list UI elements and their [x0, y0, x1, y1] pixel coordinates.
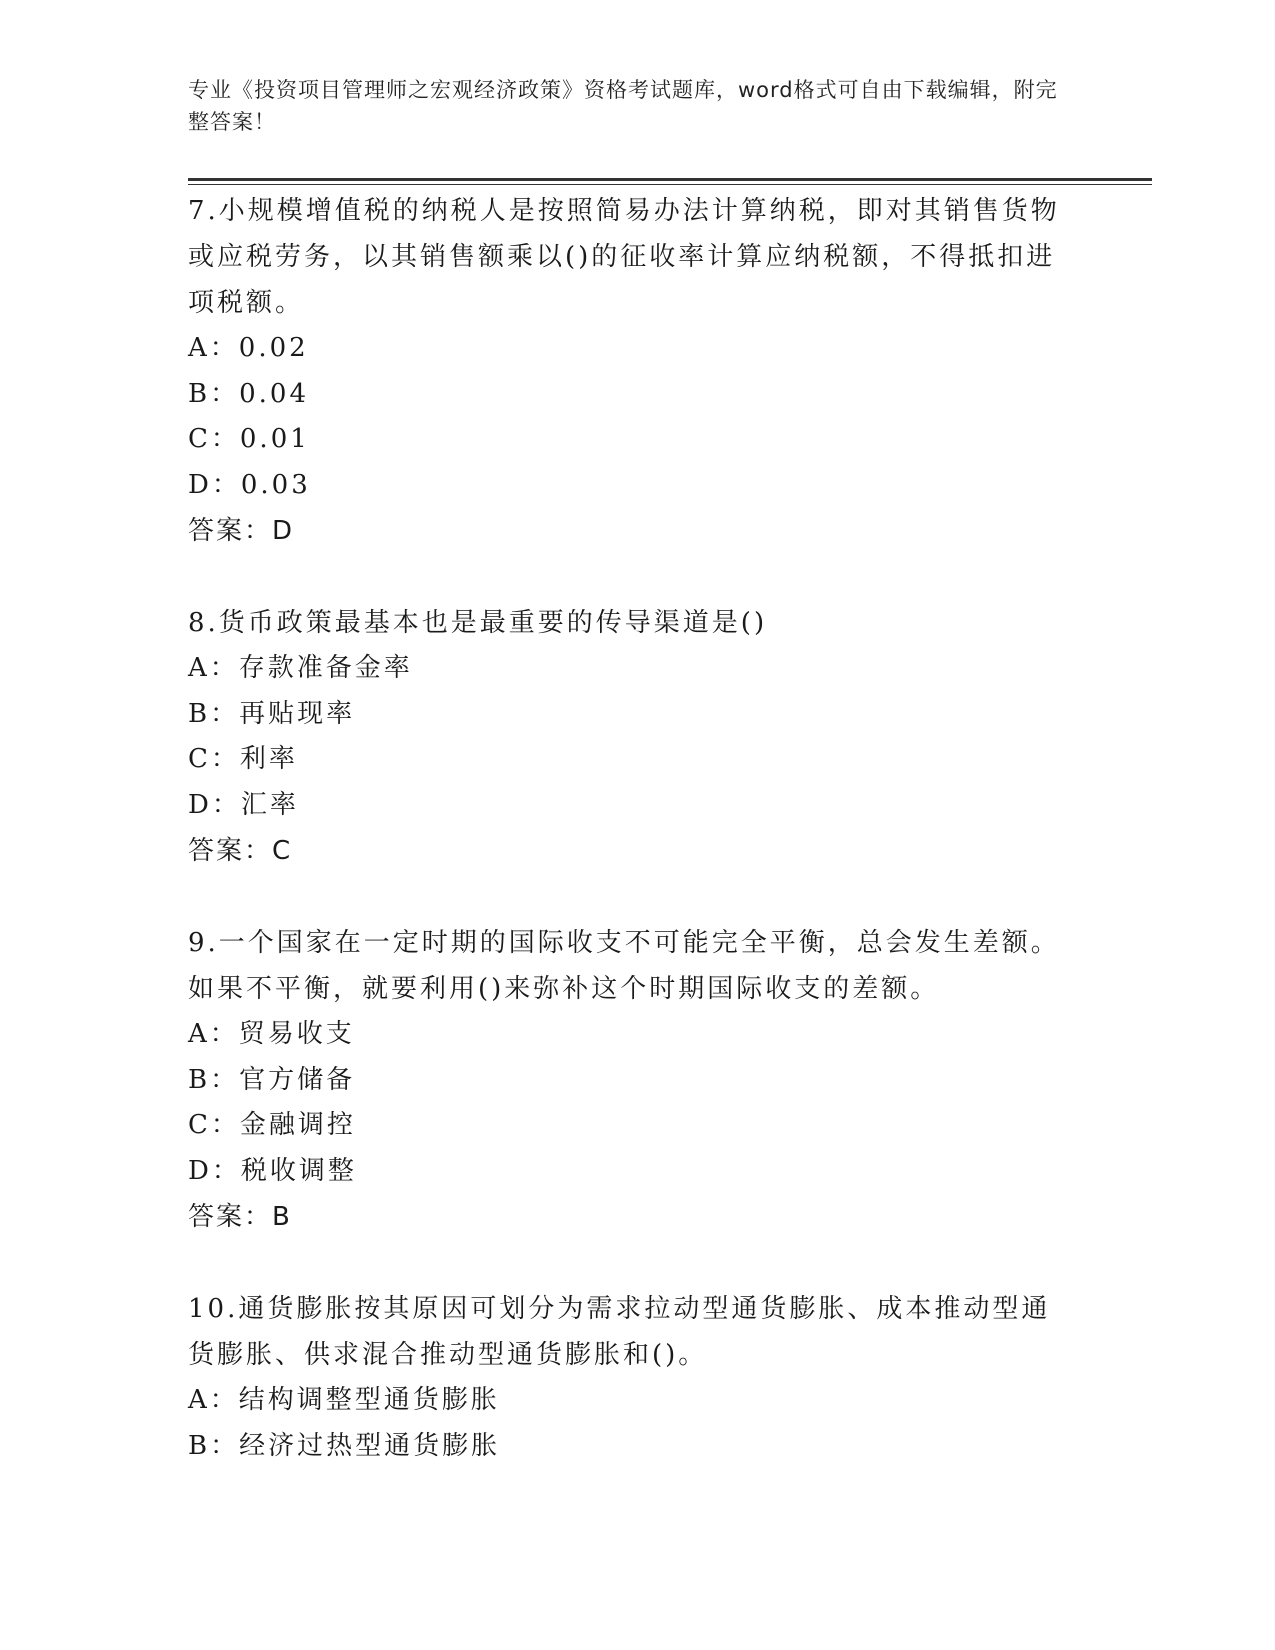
option-c: C：金融调控: [188, 1110, 356, 1140]
option-d: D：税收调整: [188, 1155, 357, 1186]
option-b: B：再贴现率: [188, 698, 356, 729]
option-b: B：官方储备: [188, 1064, 356, 1095]
question-text: 7.小规模增值税的纳税人是按照简易办法计算纳税，即对其销售货物或应税劳务，以其销售额乘以()的征收率计算应纳税额，不得抵扣进项税额。: [188, 196, 1060, 318]
option-c: C：0.01: [188, 424, 310, 454]
answer-label: 答案：C: [188, 836, 293, 866]
option-b: B：0.04: [188, 378, 309, 409]
option-a: A：存款准备金率: [188, 653, 413, 683]
document-header: 专业《投资项目管理师之宏观经济政策》资格考试题库，word格式可自由下载编辑，附完整答案！: [188, 78, 1058, 134]
question-8: [188, 600, 1068, 874]
question-7: [188, 188, 1068, 554]
question-list: [188, 188, 1068, 1515]
option-d: D：0.03: [188, 469, 311, 500]
answer-label: 答案：B: [188, 1202, 292, 1232]
option-a: A：0.02: [188, 333, 309, 363]
question-10: [188, 1286, 1068, 1469]
question-9: [188, 920, 1068, 1240]
answer-label: 答案：D: [188, 516, 295, 546]
question-text: 10.通货膨胀按其原因可划分为需求拉动型通货膨胀、成本推动型通货膨胀、供求混合推动型通货膨胀和()。: [188, 1294, 1051, 1370]
header-divider-thick: [188, 178, 1152, 181]
option-a: A：贸易收支: [188, 1019, 355, 1049]
option-b: B：经济过热型通货膨胀: [188, 1430, 501, 1461]
question-text: 9.一个国家在一定时期的国际收支不可能完全平衡，总会发生差额。如果不平衡，就要利用()来弥补这个时期国际收支的差额。: [188, 928, 1060, 1004]
header-divider-thin: [188, 184, 1152, 185]
option-d: D：汇率: [188, 789, 299, 820]
option-a: A：结构调整型通货膨胀: [188, 1385, 500, 1415]
option-c: C：利率: [188, 744, 298, 774]
question-text: 8.货币政策最基本也是最重要的传导渠道是(): [188, 608, 768, 638]
